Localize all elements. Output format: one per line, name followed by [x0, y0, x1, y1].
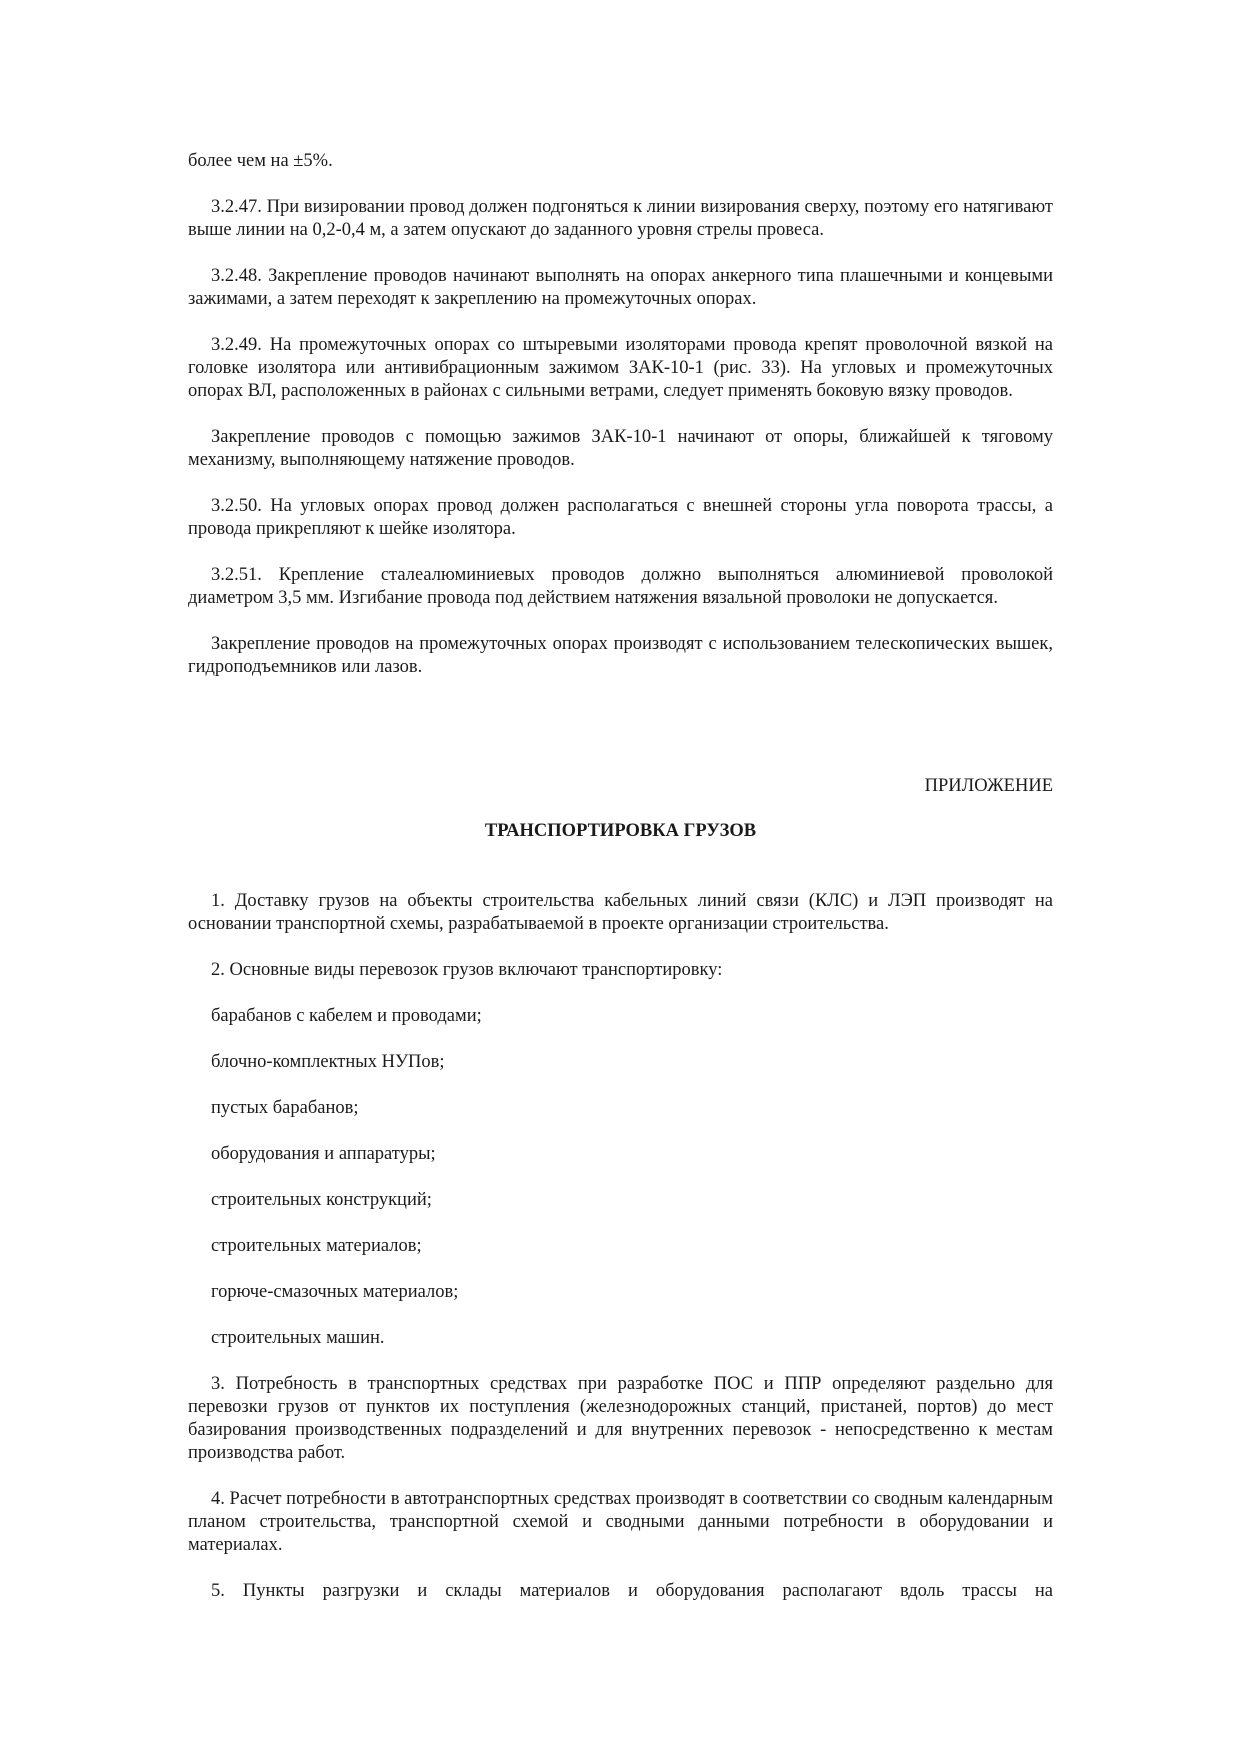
list-item: барабанов с кабелем и проводами; — [211, 1006, 482, 1026]
continuation-text: более чем на ±5%. — [188, 151, 333, 171]
appendix-item-4: 4. Расчет потребности в автотранспортных средствах производят в соответствии со сводным календарным планом строительства, транспортной схемой и сводными данными потребности в оборудовании и материалах. — [188, 1489, 1053, 1555]
list-item: пустых барабанов; — [211, 1098, 359, 1118]
paragraph-3-2-49: 3.2.49. На промежуточных опорах со штыревыми изоляторами провода крепят проволочной вязкой на головке изолятора или антивибрационным зажимом ЗАК-10-1 (рис. 33). На угловых и промежуточных опорах ВЛ, расположенных в районах с сильными ветрами, следует применять боковую вязку проводов. — [188, 335, 1053, 401]
list-item: оборудования и аппаратуры; — [211, 1144, 436, 1164]
list-item: горюче-смазочных материалов; — [211, 1282, 459, 1302]
appendix-item-2: 2. Основные виды перевозок грузов включают транспортировку: — [211, 960, 723, 980]
list-item: строительных конструкций; — [211, 1190, 432, 1210]
appendix-item-3: 3. Потребность в транспортных средствах при разработке ПОС и ППР определяют раздельно для перевозки грузов от пунктов их поступления (железнодорожных станций, пристаней, портов) до мест базирования производственных подразделений и для внутренних перевозок - непосредственно к местам производства работ. — [188, 1374, 1053, 1463]
paragraph-3-2-48: 3.2.48. Закрепление проводов начинают выполнять на опорах анкерного типа плашечными и концевыми зажимами, а затем переходят к закреплению на промежуточных опорах. — [188, 266, 1053, 309]
paragraph-3-2-47: 3.2.47. При визировании провод должен подгоняться к линии визирования сверху, поэтому его натягивают выше линии на 0,2-0,4 м, а затем опускают до заданного уровня стрелы провеса. — [188, 197, 1053, 240]
appendix-label: ПРИЛОЖЕНИЕ — [924, 776, 1053, 796]
appendix-item-1: 1. Доставку грузов на объекты строительства кабельных линий связи (КЛС) и ЛЭП производят на основании транспортной схемы, разрабатываемой в проекте организации строительства. — [188, 891, 1053, 934]
bottom-section — [188, 890, 1053, 1603]
paragraph-zak-clamps: Закрепление проводов с помощью зажимов ЗАК-10-1 начинают от опоры, ближайшей к тяговому механизму, выполняющему натяжение проводов. — [188, 427, 1053, 470]
appendix-title: ТРАНСПОРТИРОВКА ГРУЗОВ — [484, 821, 757, 841]
list-item: строительных материалов; — [211, 1236, 422, 1256]
top-section — [188, 150, 1053, 679]
paragraph-3-2-50: 3.2.50. На угловых опорах провод должен располагаться с внешней стороны угла поворота трассы, а провода прикрепляют к шейке изолятора. — [188, 496, 1053, 539]
paragraph-fastening-methods: Закрепление проводов на промежуточных опорах производят с использованием телескопических вышек, гидроподъемников или лазов. — [188, 634, 1053, 677]
list-item: строительных машин. — [211, 1328, 385, 1348]
list-item: блочно-комплектных НУПов; — [211, 1052, 445, 1072]
appendix-item-5: 5. Пункты разгрузки и склады материалов и оборудования располагают вдоль трассы на — [211, 1581, 1053, 1601]
paragraph-3-2-51: 3.2.51. Крепление сталеалюминиевых проводов должно выполняться алюминиевой проволокой диаметром 3,5 мм. Изгибание провода под действием натяжения вязальной проволоки не допускается. — [188, 565, 1053, 608]
